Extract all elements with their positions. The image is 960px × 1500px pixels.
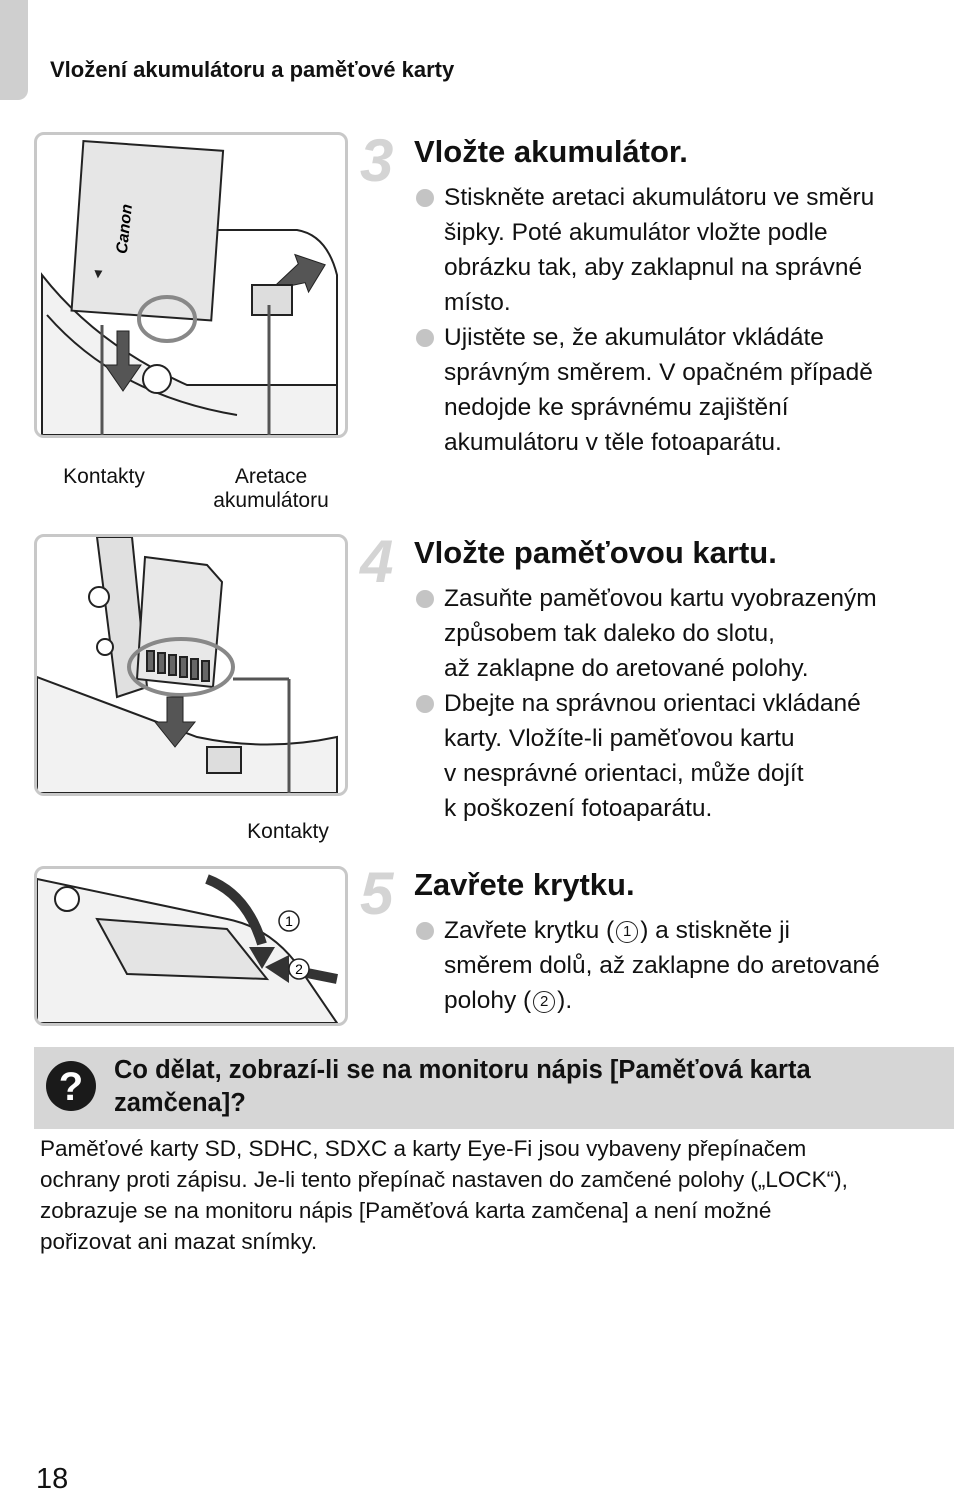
- page-number: 18: [36, 1463, 69, 1495]
- battery-illustration: [37, 135, 345, 435]
- cover-marker-2: 2: [295, 961, 303, 977]
- step-3: [360, 127, 950, 464]
- circled-number-1: 1: [616, 921, 638, 943]
- card-illustration: [37, 537, 345, 793]
- bullet-text-a: Zavřete krytku (: [444, 917, 615, 944]
- card-figure: [34, 534, 348, 796]
- faq-body: Paměťové karty SD, SDHC, SDXC a karty Eye-Fi jsou vybaveny přepínačem ochrany proti zápisu. Je-li tento přepínač nastaven do zamčené polohy („LOCK“), zobrazuje se na monitoru nápis [Paměťová karta zamčena] a není možné pořizovat ani mazat snímky.: [40, 1136, 848, 1254]
- step-4: [360, 528, 950, 835]
- bullet-icon: [416, 329, 434, 347]
- step-bullets: [416, 913, 956, 1018]
- faq-title: Co dělat, zobrazí-li se na monitoru nápis [Paměťová karta zamčena]?: [114, 1056, 811, 1117]
- callout-contacts-battery: Kontakty: [63, 465, 145, 488]
- faq-header: [34, 1047, 954, 1129]
- step-bullets: [416, 581, 956, 826]
- bullet-item: [416, 913, 956, 1018]
- bullet-text: Ujistěte se, že akumulátor vkládáte správným směrem. V opačném případě nedojde ke správnému zajištění akumulátoru v těle fotoaparátu.: [444, 324, 873, 456]
- bullet-item: [416, 581, 956, 686]
- bullet-icon: [416, 189, 434, 207]
- step-title: Vložte paměťovou kartu.: [414, 535, 777, 570]
- cover-illustration: [37, 869, 345, 1023]
- circled-number-2: 2: [533, 991, 555, 1013]
- step-number: 5: [360, 860, 394, 927]
- battery-figure: [34, 132, 348, 438]
- cover-figure: [34, 866, 348, 1026]
- step-bullets: [416, 180, 956, 460]
- bullet-icon: [416, 922, 434, 940]
- cover-marker-1: 1: [285, 913, 293, 929]
- chapter-tab: [0, 0, 28, 100]
- bullet-item: [416, 686, 956, 826]
- bullet-icon: [416, 695, 434, 713]
- bullet-text: Stiskněte aretaci akumulátoru ve směru šipky. Poté akumulátor vložte podle obrázku tak, aby zaklapnul na správné místo.: [444, 184, 875, 316]
- bullet-text-c: ).: [557, 987, 573, 1014]
- bullet-item: [416, 320, 956, 460]
- step-number: 4: [360, 528, 394, 595]
- step-title: Vložte akumulátor.: [414, 134, 688, 169]
- bullet-text: Zasuňte paměťovou kartu vyobrazeným způsobem tak daleko do slotu, až zaklapne do aretované polohy.: [444, 585, 877, 682]
- callout-contacts-card: Kontakty: [247, 820, 329, 843]
- question-icon: ?: [46, 1061, 96, 1111]
- section-title: Vložení akumulátoru a paměťové karty: [50, 57, 455, 82]
- bullet-item: [416, 180, 956, 320]
- callout-battery-lock: Aretace akumulátoru: [213, 465, 329, 512]
- step-title: Zavřete krytku.: [414, 867, 635, 902]
- bullet-text-b: ) a stiskněte ji směrem dolů, až zaklapne do aretované polohy (: [444, 917, 880, 1014]
- battery-brand: Canon: [113, 203, 136, 255]
- step-number: 3: [360, 127, 394, 194]
- bullet-icon: [416, 590, 434, 608]
- step-5: [360, 860, 950, 1027]
- bullet-text: Dbejte na správnou orientaci vkládané karty. Vložíte-li paměťovou kartu v nesprávné orientaci, může dojít k poškození fotoaparátu.: [444, 690, 861, 822]
